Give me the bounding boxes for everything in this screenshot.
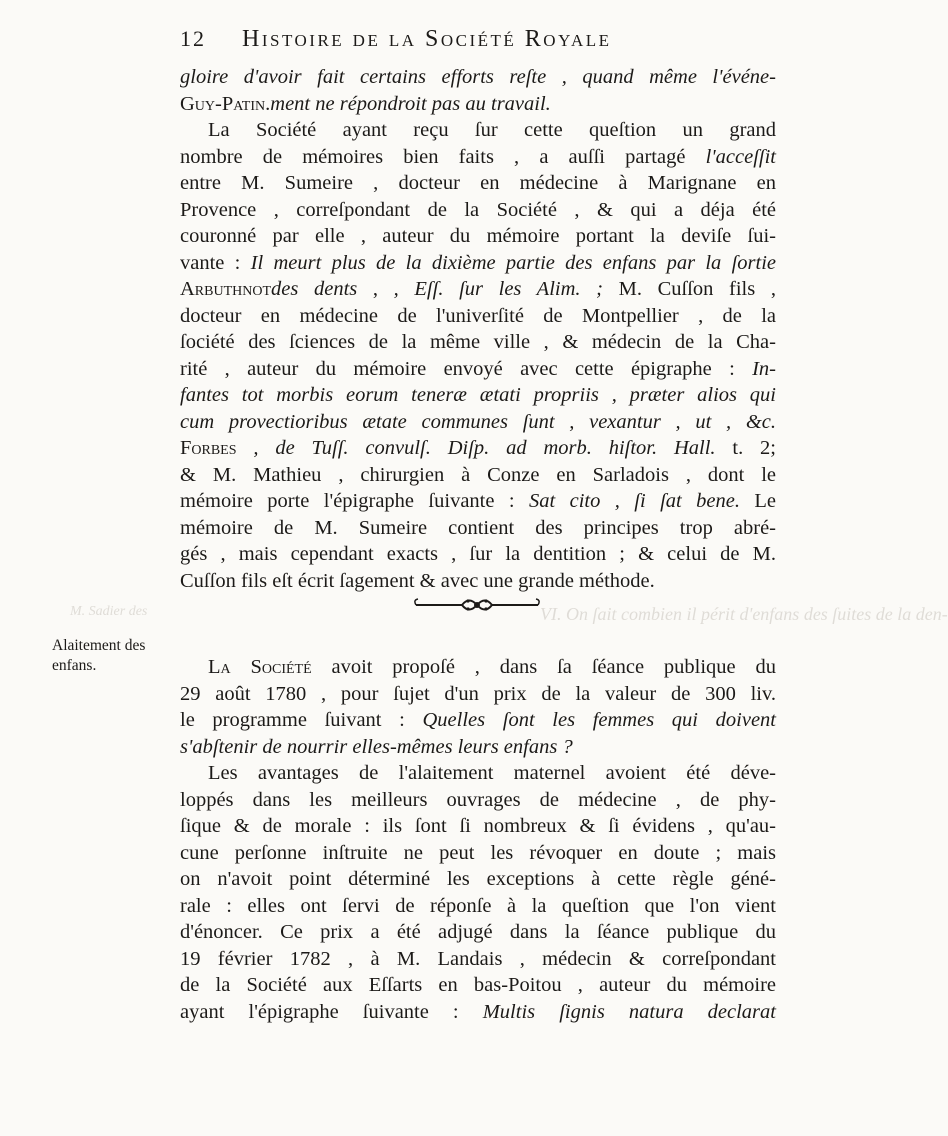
page-number: 12 <box>180 26 206 51</box>
italic-text: s'abſtenir de nourrir elles-mêmes leurs enfans ? <box>180 735 573 758</box>
roman-text: rité , auteur du mémoire envoyé avec cette épigraphe : <box>180 357 753 380</box>
roman-text: docteur en médecine de l'univerſité de Montpellier , de la <box>180 304 776 327</box>
italic-text: Il meurt plus de la dixième partie des enfans par la ſortie <box>250 251 776 274</box>
roman-text: Le <box>739 490 777 512</box>
text-line <box>180 409 776 436</box>
roman-text: M. Cuſſon fils , <box>602 278 776 300</box>
italic-text: gloire d'avoir fait certains efforts reſte , quand même l'événe- <box>180 66 776 88</box>
text-line <box>180 568 776 595</box>
roman-text: loppés dans les meilleurs ouvrages de médecine , de phy- <box>180 788 776 811</box>
roman-text: Cuſſon fils eſt écrit ſagement & avec une grande méthode. <box>180 569 655 592</box>
roman-text: 29 août 1780 , pour ſujet d'un prix de la valeur de 300 liv. <box>180 682 776 705</box>
text-line <box>180 654 776 681</box>
roman-text: de la Société aux Eſſarts en bas-Poitou , auteur du mémoire <box>180 974 776 996</box>
margin-note <box>52 636 178 676</box>
text-line <box>180 541 776 568</box>
margin-note-line-1: Alaitement des <box>52 637 146 654</box>
roman-text: & M. Mathieu , chirurgien à Conze en Sarladois , dont le <box>180 463 776 486</box>
roman-text: d'énoncer. Ce prix a été adjugé dans la ſéance publique du <box>180 921 776 943</box>
running-head <box>180 26 770 60</box>
text-line <box>180 999 776 1026</box>
text-line <box>180 866 776 893</box>
text-line <box>180 303 776 330</box>
italic-text: Sat cito , ſi ſat bene. <box>528 490 740 512</box>
roman-text: t. 2; <box>715 437 776 459</box>
text-line <box>180 787 776 814</box>
roman-text: mémoire porte l'épigraphe ſuivante : <box>180 490 529 512</box>
text-line <box>180 462 776 489</box>
italic-text: l'acceſſit <box>705 145 776 168</box>
text-line <box>180 197 776 224</box>
text-line <box>180 435 776 462</box>
italic-text: In- <box>752 357 776 380</box>
italic-text: cum provectioribus ætate communes ſunt , vexantur , ut , &c. <box>180 410 776 433</box>
text-line <box>180 170 776 197</box>
roman-text: entre M. Sumeire , docteur en médecine à Marignane en <box>180 172 776 194</box>
margin-note-line-2: enfans. <box>52 657 97 674</box>
italic-text: , Eſſ. ſur les Alim. ; <box>393 278 603 300</box>
italic-text: ment ne répondroit pas au travail. <box>270 92 551 115</box>
text-line <box>180 919 776 946</box>
text-line <box>180 946 776 973</box>
italic-text: fantes tot morbis eorum teneræ ætati propriis , præter alios qui <box>180 384 776 406</box>
roman-text: ſique & de morale : ils ſont ſi nombreux & ſi évidens , qu'au- <box>180 815 776 837</box>
italic-text: , de Tuſſ. convulſ. Diſp. ad morb. hiſtor. Hall. <box>236 437 716 459</box>
roman-text: ſociété des ſciences de la même ville , & médecin de la Cha- <box>180 331 776 353</box>
bleed-through-right: VI. On ſait combien il périt d'enfans des ſuites de la den- <box>540 604 948 624</box>
roman-text: ayant l'épigraphe ſuivante : <box>180 1000 483 1023</box>
paragraph-prize-breastfeeding <box>180 654 776 1025</box>
running-title: Histoire de la Société Royale <box>242 26 612 52</box>
text-line <box>180 144 776 171</box>
roman-text: La Société ayant reçu ſur cette queſtion un grand <box>208 119 776 141</box>
text-line <box>180 734 776 761</box>
roman-text: rale : elles ont ſervi de réponſe à la queſtion que l'on vient <box>180 894 776 917</box>
small-caps-text: Guy-Patin. <box>180 92 271 115</box>
text-line <box>180 893 776 920</box>
text-line <box>180 250 776 277</box>
small-caps-text: Arbuthnot <box>180 278 272 300</box>
roman-text: Provence , correſpondant de la Société , & qui a déja été <box>180 198 776 221</box>
roman-text: , <box>357 278 394 300</box>
text-line <box>180 488 776 515</box>
fleuron-ornament-icon <box>412 594 542 616</box>
text-line <box>180 117 776 144</box>
text-line <box>180 329 776 356</box>
small-caps-text: La Société <box>208 656 312 678</box>
roman-text: le programme ſuivant : <box>180 709 423 731</box>
paragraph-prize-dentition <box>180 64 776 594</box>
roman-text: vante : <box>180 251 251 274</box>
roman-text: avoit propoſé , dans ſa ſéance publique du <box>311 656 776 678</box>
text-line <box>180 515 776 542</box>
italic-text: Quelles ſont les femmes qui doivent <box>422 709 776 731</box>
text-line <box>180 276 776 303</box>
roman-text: couronné par elle , auteur du mémoire portant la deviſe ſui- <box>180 225 776 247</box>
italic-text: des dents <box>271 278 358 300</box>
text-line <box>180 382 776 409</box>
roman-text: 19 février 1782 , à M. Landais , médecin & correſpondant <box>180 947 776 970</box>
roman-text: on n'avoit point déterminé les exceptions à cette règle géné- <box>180 868 776 890</box>
text-line <box>180 840 776 867</box>
small-caps-text: Forbes <box>180 437 237 459</box>
roman-text: gés , mais cependant exacts , ſur la dentition ; & celui de M. <box>180 543 776 565</box>
text-line <box>180 813 776 840</box>
text-line <box>180 972 776 999</box>
text-line <box>180 681 776 708</box>
text-line <box>180 356 776 383</box>
text-line <box>180 64 776 91</box>
roman-text: cune perſonne inſtruite ne peut les révoquer en doute ; mais <box>180 841 776 864</box>
text-line <box>180 707 776 734</box>
roman-text: nombre de mémoires bien faits , a auſſi partagé <box>180 145 706 168</box>
text-line <box>180 91 776 118</box>
italic-text: Multis ſignis natura declarat <box>482 1000 776 1023</box>
text-line <box>180 223 776 250</box>
roman-text: Les avantages de l'alaitement maternel avoient été déve- <box>208 762 776 784</box>
roman-text: mémoire de M. Sumeire contient des principes trop abré- <box>180 516 776 539</box>
text-line <box>180 760 776 787</box>
bleed-through-left: M. Sadier des <box>70 604 148 619</box>
